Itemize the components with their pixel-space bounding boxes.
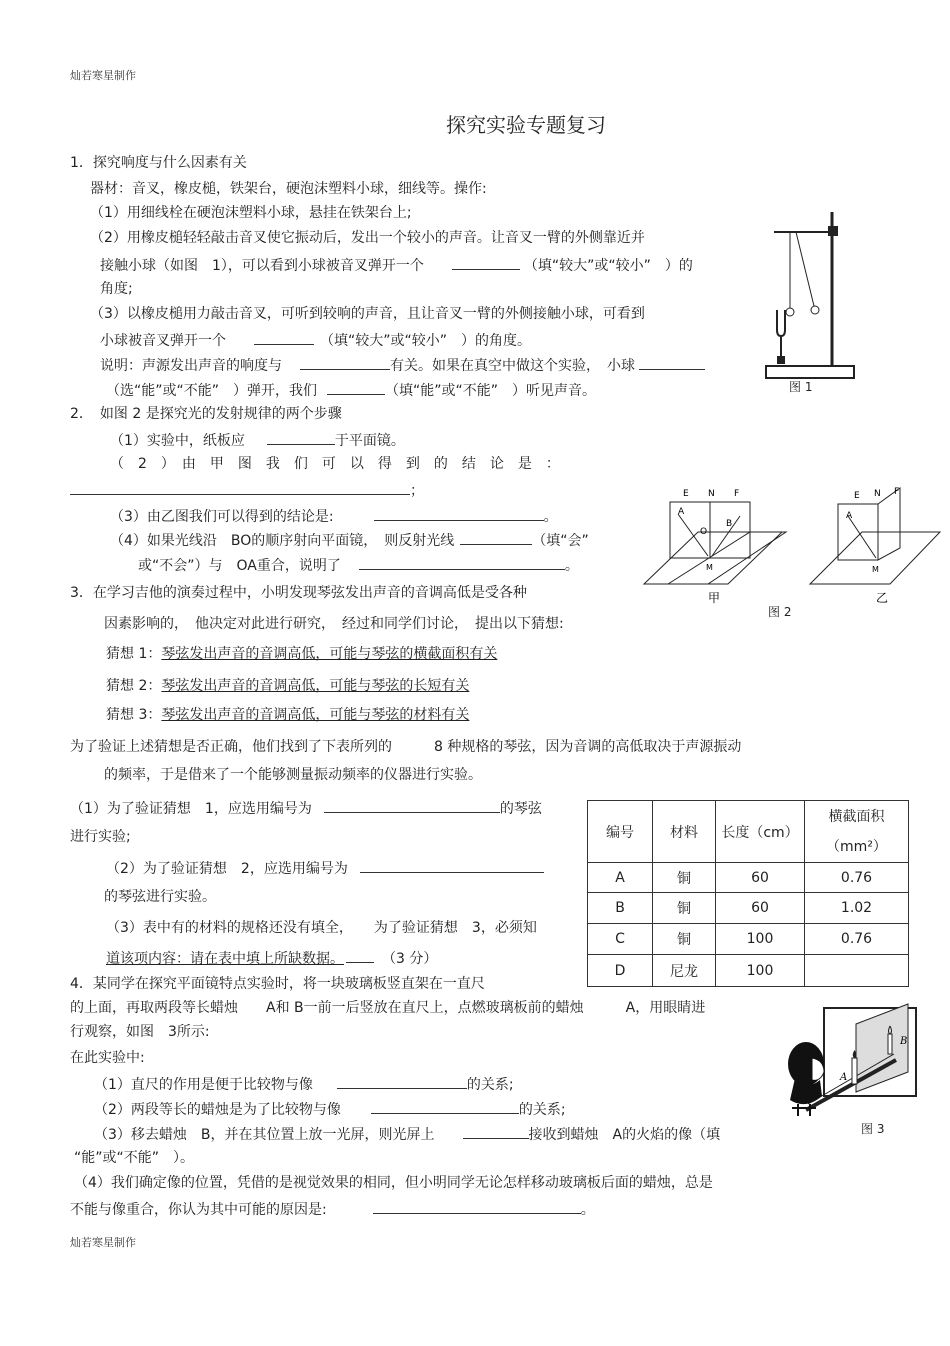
q4-text: 接收到蜡烛 A的火焰的像（填	[528, 1127, 721, 1143]
q3-text: （1）为了验证猜想 1，应选用编号为	[70, 801, 312, 817]
q4-text-4: 在此实验中:	[70, 1050, 145, 1066]
page-footer: 灿若寒星制作	[70, 1236, 136, 1249]
q3-guess-3	[106, 706, 513, 724]
answer-blank[interactable]	[460, 530, 532, 545]
q4-part-4-cont	[70, 1199, 595, 1219]
figure-2-caption: 图 2	[768, 605, 792, 619]
label-B: B	[726, 519, 733, 529]
q4-part-3	[94, 1124, 720, 1144]
q4-text-2: 的上面，再取两段等长蜡烛 A和 B一前一后竖放在直尺上，点燃玻璃板前的蜡烛 A，用眼睛进	[70, 1000, 706, 1016]
q4-text: （2）两段等长的蜡烛是为了比较物与像	[94, 1102, 341, 1118]
header-length: 长度（cm）	[716, 801, 805, 863]
answer-blank[interactable]	[373, 1199, 581, 1214]
cell-id: A	[588, 863, 653, 893]
label-yi: 乙	[876, 591, 889, 604]
q1-text: （选“能”或“不能” ）弹开，我们	[106, 383, 318, 399]
q4-part-4: （4）我们确定像的位置，凭借的是视觉效果的相同，但小明同学无论怎样移动玻璃板后面的蜡烛，总是	[74, 1175, 713, 1191]
answer-blank[interactable]	[254, 330, 314, 345]
q1-step-1: （1）用细线栓在硬泡沫塑料小球，悬挂在铁架台上;	[90, 205, 412, 221]
label-N: N	[708, 489, 715, 499]
cell-area: 1.02	[805, 893, 909, 924]
answer-blank[interactable]	[70, 480, 410, 495]
q4-text: （3）移去蜡烛 B，并在其位置上放一光屏，则光屏上	[94, 1127, 435, 1143]
q3-paragraph-cont: 的频率，于是借来了一个能够测量振动频率的仪器进行实验。	[104, 767, 482, 783]
table-row	[588, 924, 909, 955]
q2-part-4	[110, 530, 589, 550]
guess-text: 琴弦发出声音的音调高低，可能与琴弦的材料有关	[161, 707, 470, 723]
answer-blank[interactable]	[346, 948, 374, 963]
q3-intro: 因素影响的， 他决定对此进行研究， 经过和同学们讨论， 提出以下猜想:	[104, 616, 564, 632]
guess-label: 猜想 2：	[106, 678, 162, 694]
figure-1-stand	[760, 206, 860, 386]
q1-text: （填“较大”或“较小” ）的	[523, 258, 693, 274]
label-A: A	[840, 1072, 848, 1083]
q3-heading: 3．在学习吉他的演奏过程中，小明发现琴弦发出声音的音调高低是受各种	[70, 585, 527, 601]
label-F: F	[894, 487, 900, 497]
cell-id: B	[588, 893, 653, 924]
cell-length: 100	[716, 924, 805, 955]
q2-part-4-cont	[138, 555, 579, 575]
q3-guess-1	[106, 645, 513, 663]
answer-blank[interactable]	[463, 1124, 529, 1139]
q3-part-1-cont: 进行实验;	[70, 829, 131, 845]
q3-text: 道该项内容：请在表中填上所缺数据。	[106, 951, 344, 967]
cell-material: 铜	[653, 893, 716, 924]
figure-3-mirror	[776, 1000, 926, 1120]
answer-blank[interactable]	[327, 380, 385, 395]
cell-material: 铜	[653, 924, 716, 955]
q2-text: ；	[410, 483, 424, 499]
guess-text: 琴弦发出声音的音调高低，可能与琴弦的横截面积有关	[161, 646, 498, 662]
table-row	[588, 863, 909, 893]
q2-text: 。	[543, 509, 558, 525]
answer-blank[interactable]	[267, 430, 335, 445]
q1-text: （填“能”或“不能” ）听见声音。	[385, 383, 597, 399]
q3-part-1	[70, 798, 542, 818]
cell-length: 60	[716, 863, 805, 893]
figure-3-caption: 图 3	[861, 1122, 885, 1136]
label-O: O	[700, 527, 708, 537]
q1-heading: 1．探究响度与什么因素有关	[70, 155, 247, 171]
q4-text: 的关系;	[518, 1102, 566, 1118]
q4-text: 的关系;	[466, 1077, 514, 1093]
label-jia: 甲	[708, 591, 721, 604]
q4-part-1	[94, 1074, 514, 1094]
cell-length: 60	[716, 893, 805, 924]
q4-text: 。	[580, 1202, 595, 1218]
guess-label: 猜想 1：	[106, 646, 162, 662]
q1-materials: 器材：音叉，橡皮槌，铁架台，硬泡沫塑料小球，细线等。操作:	[90, 181, 487, 197]
q3-part-3-cont	[106, 948, 437, 968]
q2-part-1	[110, 430, 405, 450]
label-E: E	[683, 489, 689, 499]
q1-text: 有关。如果在真空中做这个实验， 小球	[390, 358, 635, 374]
label-A: A	[678, 507, 685, 517]
answer-blank[interactable]	[452, 255, 520, 270]
q2-text: 。	[564, 558, 579, 574]
label-F: F	[734, 489, 740, 499]
q2-text: （4）如果光线沿 BO的顺序射向平面镜， 则反射光线	[110, 533, 455, 549]
q1-text-angle: 角度;	[100, 281, 133, 297]
cell-id: C	[588, 924, 653, 955]
cell-material: 尼龙	[653, 955, 716, 987]
q3-guess-2	[106, 677, 513, 695]
q2-text: （1）实验中，纸板应	[110, 433, 245, 449]
cell-length: 100	[716, 955, 805, 987]
q2-text: 或“不会”）与 OA重合，说明了	[138, 558, 341, 574]
guess-label: 猜想 3：	[106, 707, 162, 723]
page-header: 灿若寒星制作	[70, 69, 136, 82]
q1-step-3: （3）以橡皮槌用力敲击音叉，可听到较响的声音，且让音叉一臂的外侧接触小球，可看到	[90, 306, 645, 322]
label-E: E	[854, 491, 860, 501]
q4-text: 不能与像重合，你认为其中可能的原因是:	[70, 1202, 327, 1218]
q2-heading: 2． 如图 2 是探究光的发射规律的两个步骤	[70, 406, 342, 422]
cell-area: 0.76	[805, 863, 909, 893]
label-A: A	[846, 511, 853, 521]
score-note: （3 分）	[382, 951, 438, 967]
label-M: M	[706, 563, 713, 572]
q2-part-3	[110, 506, 558, 526]
header-area-unit: （mm²）	[826, 838, 887, 855]
q4-text-3: 行观察，如图 3所示:	[70, 1024, 210, 1040]
answer-blank[interactable]	[374, 506, 544, 521]
answer-blank[interactable]	[639, 355, 705, 370]
q4-part-2	[94, 1099, 566, 1119]
q3-text: 的琴弦	[499, 801, 542, 817]
q2-text: （3）由乙图我们可以得到的结论是:	[110, 509, 334, 525]
answer-blank[interactable]	[300, 355, 390, 370]
figure-2-reflection	[638, 484, 948, 604]
answer-blank[interactable]	[337, 1074, 467, 1089]
q3-part-2	[106, 858, 544, 878]
guess-text: 琴弦发出声音的音调高低，可能与琴弦的长短有关	[161, 678, 470, 694]
q3-part-3: （3）表中有的材料的规格还没有填全， 为了验证猜想 3，必须知	[106, 920, 537, 936]
header-area-label: 横截面积	[828, 808, 885, 825]
q1-text: 接触小球（如图 1），可以看到小球被音叉弹开一个	[100, 258, 424, 274]
q1-explain-cont	[106, 380, 596, 400]
q1-explain	[100, 355, 705, 375]
q4-part-3-cont: “能”或“不能” ）。	[74, 1150, 195, 1166]
answer-blank[interactable]	[359, 555, 565, 570]
label-M: M	[872, 565, 879, 574]
q3-part-2-cont: 的琴弦进行实验。	[104, 889, 216, 905]
label-N: N	[874, 489, 881, 499]
table-row	[588, 893, 909, 924]
q1-text: （填“较大”或“较小” ）的角度。	[320, 333, 532, 349]
q1-text: 说明：声源发出声音的响度与	[100, 358, 282, 374]
q2-part-2-answer	[70, 480, 424, 500]
q1-step-2-cont	[100, 255, 693, 275]
cell-area-blank[interactable]	[805, 955, 909, 987]
page-title: 探究实验专题复习	[446, 113, 606, 137]
table-header-row	[588, 801, 909, 863]
figure-1-caption: 图 1	[789, 380, 813, 394]
table-row	[588, 955, 909, 987]
q3-paragraph: 为了验证上述猜想是否正确，他们找到了下表所列的 8 种规格的琴弦，因为音调的高低取决于声源振动	[70, 739, 742, 755]
q1-text: 小球被音叉弹开一个	[100, 333, 226, 349]
cell-id: D	[588, 955, 653, 987]
cell-area: 0.76	[805, 924, 909, 955]
header-id: 编号	[588, 801, 653, 863]
string-spec-table	[587, 800, 909, 987]
q2-part-2: （ 2 ） 由 甲 图 我 们 可 以 得 到 的 结 论 是 ：	[110, 456, 560, 472]
q2-text: （填“会”	[532, 533, 589, 549]
q1-step-2: （2）用橡皮槌轻轻敲击音叉使它振动后，发出一个较小的声音。让音叉一臂的外侧靠近并	[90, 230, 645, 246]
label-B: B	[900, 1036, 908, 1047]
header-area	[805, 801, 909, 863]
q4-text: （1）直尺的作用是便于比较物与像	[94, 1077, 313, 1093]
q4-heading: 4．某同学在探究平面镜特点实验时，将一块玻璃板竖直架在一直尺	[70, 976, 485, 992]
answer-blank[interactable]	[371, 1099, 519, 1114]
q1-step-3-cont	[100, 330, 531, 350]
q2-text: 于平面镜。	[334, 433, 405, 449]
q3-text: （2）为了验证猜想 2，应选用编号为	[106, 861, 348, 877]
cell-material: 铜	[653, 863, 716, 893]
answer-blank[interactable]	[360, 858, 544, 873]
header-material: 材料	[653, 801, 716, 863]
answer-blank[interactable]	[324, 798, 500, 813]
